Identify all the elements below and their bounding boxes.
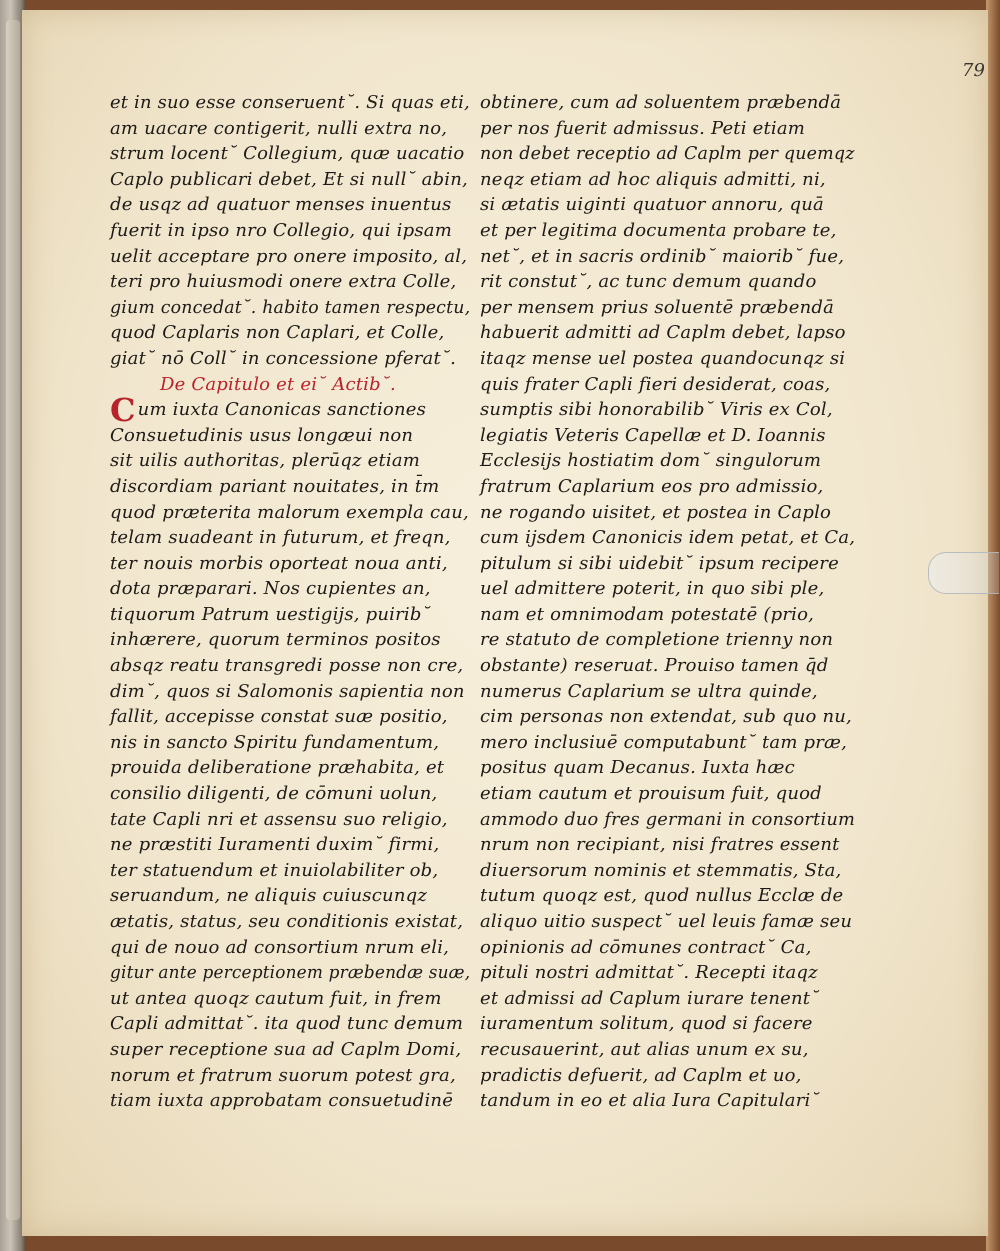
left-column-line: ter statuendum et inuiolabiliter ob, <box>110 859 439 881</box>
right-column-line: pituli nostri admittat˘. Recepti itaqz <box>480 962 818 984</box>
left-column-line: discordiam pariant nouitates, in t̄m <box>110 475 440 497</box>
left-column-line: fuerit in ipso nro Collegio, qui ipsam <box>110 219 452 241</box>
right-column-line: uel admittere poterit, in quo sibi ple, <box>480 578 825 600</box>
left-column-line: absqz reatu transgredi posse non cre, <box>110 655 464 677</box>
left-column-line: qui de nouo ad consortium nrum eli, <box>110 936 450 958</box>
left-column-line: quod præterita malorum exempla cau, <box>110 501 469 523</box>
left-column-line: super receptione sua ad Caplm Domi, <box>110 1038 462 1060</box>
right-column-line: Ecclesijs hostiatim dom˘ singulorum <box>480 450 822 472</box>
left-column-line: Cum iuxta Canonicas sanctiones <box>110 391 427 430</box>
left-column-line: et in suo esse conseruent˘. Si quas eti, <box>110 92 470 113</box>
left-column-line: strum locent˘ Collegium, quæ uacatio <box>110 143 465 165</box>
left-column-line: tiquorum Patrum uestigijs, puirib˘ <box>110 603 431 625</box>
right-column-line: re statuto de completione trienny non <box>480 629 834 651</box>
left-column-line: am uacare contigerit, nulli extra no, <box>110 117 448 139</box>
left-column-line: teri pro huiusmodi onere extra Colle, <box>110 271 457 293</box>
right-column-line: et admissi ad Caplum iurare tenent˘ <box>480 987 820 1009</box>
right-column-line: cum ijsdem Canonicis idem petat, et Ca, <box>480 527 856 549</box>
right-column-line: numerus Caplarium se ultra quinde, <box>480 680 818 702</box>
right-column-line: legiatis Veteris Capellæ et D. Ioannis <box>480 424 826 446</box>
left-column-line: nis in sancto Spiritu fundamentum, <box>110 731 440 753</box>
left-column-line: prouida deliberatione præhabita, et <box>110 757 445 779</box>
right-column-line: pitulum si sibi uidebit˘ ipsum recipere <box>480 552 839 574</box>
right-column-line: sumptis sibi honorabilib˘ Viris ex Col, <box>480 399 833 421</box>
left-column-line: Caplo publicari debet, Et si null˘ abin, <box>110 168 468 190</box>
left-column-line: giat˘ nō Coll˘ in concessione pferat˘. <box>110 347 457 369</box>
right-column-line: etiam cautum et prouisum fuit, quod <box>480 783 822 805</box>
right-column-line: obtinere, cum ad soluentem præbendā <box>480 92 842 113</box>
right-column-line: non debet receptio ad Caplm per quemqz <box>480 143 855 165</box>
right-column-line: tandum in eo et alia Iura Capitulari˘ <box>480 1090 820 1112</box>
left-text-column <box>110 90 470 1114</box>
left-column-line: tate Capli nri et assensu suo religio, <box>110 808 448 830</box>
page-marker-tab <box>928 552 999 594</box>
right-column-line: fratrum Caplarium eos pro admissio, <box>480 475 824 497</box>
right-column-line: net˘, et in sacris ordinib˘ maiorib˘ fue, <box>480 245 845 267</box>
left-column-line: seruandum, ne aliquis cuiuscunqz <box>110 885 428 907</box>
right-column-line: obstante) reseruat. Prouiso tamen q̄d <box>480 655 829 677</box>
left-column-line: gium concedat˘. habito tamen respectu, <box>110 296 471 318</box>
right-column-line: opinionis ad cōmunes contract˘ Ca, <box>480 936 812 958</box>
right-column-line: cim personas non extendat, sub quo nu, <box>480 706 852 728</box>
left-column-line: ætatis, status, seu conditionis existat, <box>110 911 464 932</box>
right-column-line: itaqz mense uel postea quandocunqz si <box>480 347 846 369</box>
right-column-line: per nos fuerit admissus. Peti etiam <box>480 117 806 139</box>
right-column-line: recusauerint, aut alias unum ex su, <box>480 1038 809 1060</box>
right-text-column <box>480 90 855 1114</box>
decorated-initial: C <box>110 391 136 430</box>
left-column-line: fallit, accepisse constat suæ positio, <box>110 706 448 728</box>
right-column-line: neqz etiam ad hoc aliquis admitti, ni, <box>480 168 826 190</box>
right-column-line: et per legitima documenta probare te, <box>480 219 837 241</box>
left-column-line: ter nouis morbis oporteat noua anti, <box>110 552 448 574</box>
right-column-line: iuramentum solitum, quod si facere <box>480 1013 813 1035</box>
left-column-line: gitur ante perceptionem præbendæ suæ, <box>110 962 471 984</box>
left-column-line: telam suadeant in futurum, et freqn, <box>110 527 451 549</box>
left-column-line: consilio diligenti, de cōmuni uolun, <box>110 783 438 805</box>
right-column-line: ammodo duo fres germani in consortium <box>480 808 856 830</box>
right-column-line: aliquo uitio suspect˘ uel leuis famæ seu <box>480 911 853 932</box>
right-column-line: diuersorum nominis et stemmatis, Sta, <box>480 859 842 881</box>
left-column-line: dota præparari. Nos cupientes an, <box>110 578 431 600</box>
right-column-line: pradictis defuerit, ad Caplm et uo, <box>480 1064 802 1086</box>
left-column-line: norum et fratrum suorum potest gra, <box>110 1064 456 1086</box>
right-column-line: si ætatis uiginti quatuor annoru, quā <box>480 194 824 216</box>
right-column-line: nam et omnimodam potestatē (prio, <box>480 603 815 625</box>
right-column-line: quis frater Capli fieri desiderat, coas, <box>480 373 831 395</box>
right-column-line: positus quam Decanus. Iuxta hæc <box>480 757 795 779</box>
left-column-line: ne præstiti Iuramenti duxim˘ firmi, <box>110 834 440 856</box>
left-column-line: de usqz ad quatuor menses inuentus <box>110 194 452 216</box>
left-column-line: Capli admittat˘. ita quod tunc demum <box>110 1013 464 1035</box>
left-column-line: ut antea quoqz cautum fuit, in frem <box>110 987 442 1009</box>
right-column-line: tutum quoqz est, quod nullus Ecclæ de <box>480 885 844 907</box>
right-column-line: per mensem prius soluentē præbendā <box>480 296 835 318</box>
folio-number: 79 <box>962 60 985 81</box>
page-edge <box>986 0 1000 1251</box>
section-heading: De Capitulo et ei˘ Actib˘. <box>160 373 396 395</box>
right-column-line: mero inclusiuē computabunt˘ tam præ, <box>480 731 848 753</box>
left-column-line: Consuetudinis usus longæui non <box>110 424 414 446</box>
left-column-line: uelit acceptare pro onere imposito, al, <box>110 245 468 267</box>
right-column-line: nrum non recipiant, nisi fratres essent <box>480 834 840 856</box>
right-column-line: rit constut˘, ac tunc demum quando <box>480 271 817 293</box>
spine-edge <box>6 20 20 1220</box>
right-column-line: ne rogando uisitet, et postea in Caplo <box>480 501 832 523</box>
right-column-line: habuerit admitti ad Caplm debet, lapso <box>480 322 846 344</box>
left-column-line: tiam iuxta approbatam consuetudinē <box>110 1090 454 1112</box>
left-column-line: dim˘, quos si Salomonis sapientia non <box>110 680 465 702</box>
left-column-line: inhærere, quorum terminos positos <box>110 629 441 651</box>
left-column-line: quod Caplaris non Caplari, et Colle, <box>110 322 445 344</box>
left-column-line: sit uilis authoritas, plerūqz etiam <box>110 450 421 472</box>
